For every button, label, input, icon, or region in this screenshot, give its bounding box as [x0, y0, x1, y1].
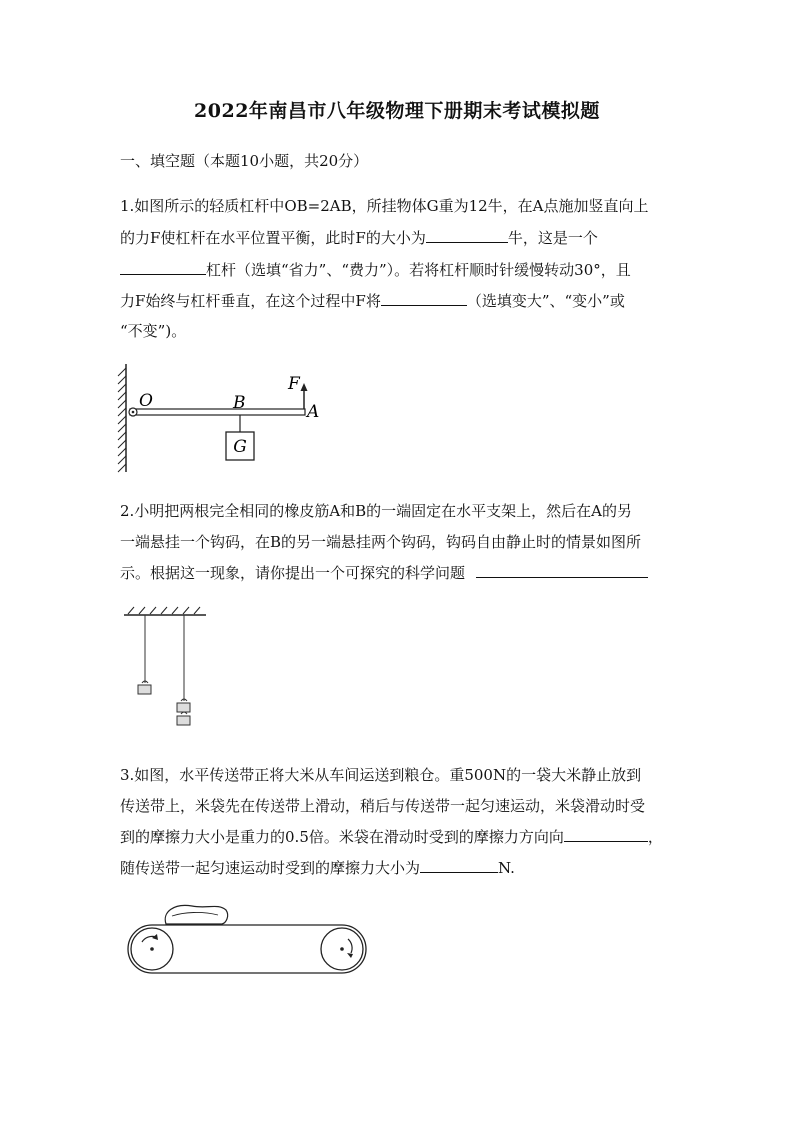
lever-bar — [130, 409, 305, 415]
label-B: B — [233, 393, 246, 413]
hook-weight-b1 — [177, 703, 190, 712]
q3-line-3-text-b: ， — [647, 828, 663, 846]
page-title: 2022年南昌市八年级物理下册期末考试模拟题 — [194, 100, 600, 122]
q1-line-5: “不变”)。 — [120, 322, 187, 340]
q2-line-3-text: 示。根据这一现象，请你提出一个可探究的科学问题 — [120, 564, 466, 582]
q3-line-2: 传送带上，米袋先在传送带上滑动，稍后与传送带一起匀速运动，米袋滑动时受 — [120, 797, 646, 815]
wall-hatching — [118, 364, 126, 472]
q1-line-3-text: 杠杆（选填“省力”、“费力”）。若将杠杆顺时针缓慢转动30°，且 — [206, 261, 631, 279]
lever-figure — [110, 362, 330, 474]
rubber-band-figure — [118, 603, 218, 733]
conveyor-figure — [122, 898, 372, 980]
q2-answer-blank[interactable] — [476, 563, 648, 578]
q1-line-2 — [120, 227, 680, 248]
hook-weight-a — [138, 685, 151, 694]
q1-line-3 — [120, 259, 680, 280]
section-heading: 一、填空题（本题10小题，共20分） — [120, 152, 369, 170]
q3-answer-blank-1[interactable] — [564, 827, 648, 842]
q1-line-2-text-b: 牛，这是一个 — [507, 229, 598, 247]
q1-line-4-text-b: （选填变大”、“变小”或 — [466, 292, 625, 310]
q1-line-4-text-a: 力F始终与杠杆垂直，在这个过程中F将 — [120, 292, 381, 310]
q1-line-4 — [120, 290, 680, 311]
q3-line-3 — [120, 826, 680, 847]
q2-line-3 — [120, 562, 680, 583]
q3-line-3-text-a: 到的摩擦力大小是重力的0.5倍。米袋在滑动时受到的摩擦力方向向 — [120, 828, 564, 846]
support-hatching — [128, 607, 200, 614]
q3-line-4-text-b: N. — [498, 859, 515, 877]
hook-weight-b2 — [177, 716, 190, 725]
label-O: O — [139, 391, 153, 411]
q2-line-2: 一端悬挂一个钩码，在B的另一端悬挂两个钩码，钩码自由静止时的情景如图所 — [120, 533, 642, 551]
q2-line-1: 2.小明把两根完全相同的橡皮筋A和B的一端固定在水平支架上，然后在A的另 — [120, 502, 633, 520]
q1-answer-blank-3[interactable] — [381, 291, 467, 306]
q1-line-1: 1.如图所示的轻质杠杆中OB=2AB，所挂物体G重为12牛，在A点施加竖直向上 — [120, 197, 649, 215]
q3-line-4-text-a: 随传送带一起匀速运动时受到的摩擦力大小为 — [120, 859, 421, 877]
label-G: G — [233, 437, 247, 457]
q1-answer-blank-2[interactable] — [120, 260, 206, 275]
label-A: A — [307, 402, 320, 422]
q1-line-2-text-a: 的力F使杠杆在水平位置平衡，此时F的大小为 — [120, 229, 426, 247]
right-axle — [340, 947, 344, 951]
q3-answer-blank-2[interactable] — [420, 858, 498, 873]
q3-line-1: 3.如图，水平传送带正将大米从车间运送到粮仓。重500N的一袋大米静止放到 — [120, 766, 642, 784]
rice-bag — [165, 905, 227, 924]
pivot-center — [132, 411, 135, 414]
label-F: F — [288, 374, 300, 394]
q1-answer-blank-1[interactable] — [426, 228, 508, 243]
left-axle — [150, 947, 154, 951]
q3-line-4 — [120, 857, 680, 878]
force-arrow-head — [301, 383, 308, 391]
